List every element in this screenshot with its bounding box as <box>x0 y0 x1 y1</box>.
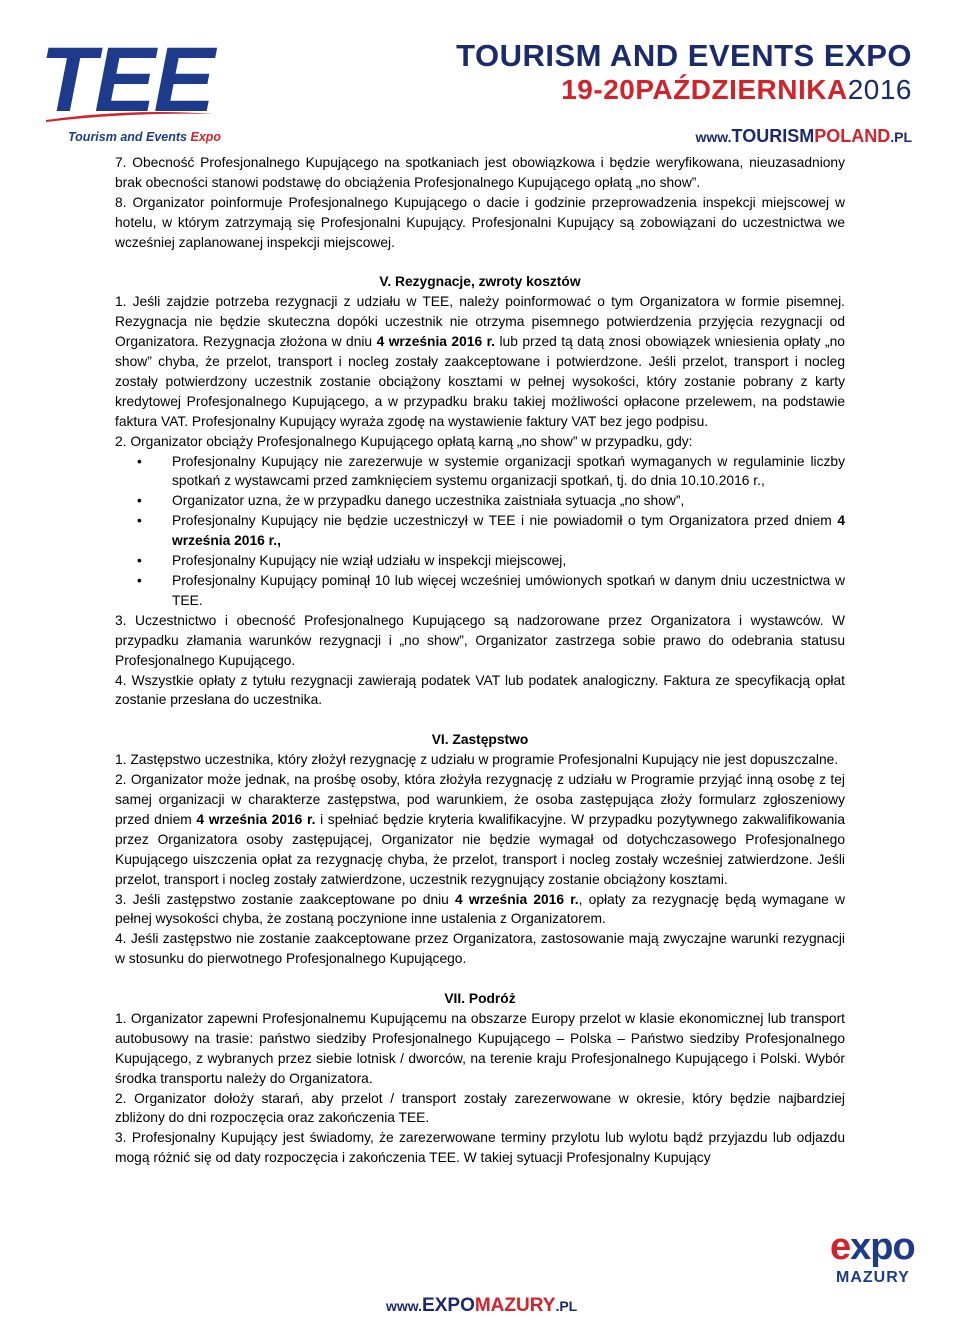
section-heading-vi: VI. Zastępstwo <box>431 732 529 748</box>
list-item: • Organizator uzna, że w przypadku danego uczestnika zaistniała sytuacja „no show”, <box>172 491 845 511</box>
section-vii-paragraph-2: 2. Organizator dołoży starań, aby przelot / transport zostały zarezerwowane w okresie, który będzie najbardziej zbliżony do dni rozpoczęcia oraz zakończenia TEE. <box>115 1090 845 1126</box>
section-heading-vii: VII. Podróż <box>444 991 516 1007</box>
tee-logo-text: TEE <box>40 29 213 131</box>
expo-mazury-logo: expo MAZURY <box>830 1226 915 1286</box>
section-vi-paragraph-4: 4. Jeśli zastępstwo nie zostanie zaakceptowane przez Organizatora, zastosowanie mają zwyczajne warunki rezygnacji w stosunku do pierwotnego Profesjonalnego Kupującego. <box>115 931 845 967</box>
event-dates: 19-20PAŹDZIERNIKA2016 <box>561 74 912 105</box>
paragraph-7: 7. Obecność Profesjonalnego Kupującego na spotkaniach jest obowiązkowa i będzie weryfikowana, nieuzasadniony brak obecności stanowi podstawę do obciążenia Profesjonalnego Kupującego opłatą „no show”. <box>115 155 845 190</box>
event-website: www.TOURISMPOLAND.PL <box>695 126 912 146</box>
list-item: • Profesjonalny Kupujący nie zarezerwuje w systemie organizacji spotkań wymaganych w regulaminie liczby spotkań z wystawcami przed zamknięciem systemu organizacji spotkań, tj. do dnia 10.10.2016 r., <box>172 452 845 492</box>
page-header <box>0 0 960 152</box>
section-heading-v: V. Rezygnacje, zwroty kosztów <box>379 274 581 290</box>
section-vii-paragraph-3: 3. Profesjonalny Kupujący jest świadomy, że zarezerwowane terminy przylotu lub wylotu bądź przyjazdu lub odjazdu mogą różnić się od daty rozpoczęcia i zakończenia TEE. W takiej sytuacji Profesjonalny Kupujący <box>115 1130 845 1166</box>
no-show-conditions-list <box>115 452 845 611</box>
section-vi-paragraph-3: 3. Jeśli zastępstwo zostanie zaakceptowane po dniu 4 września 2016 r., opłaty za rezygnację będą wymagane w pełnej wysokości chyba, że zostaną poczynione inne ustalenia z Organizatorem. <box>115 891 845 927</box>
footer-website: www.EXPOMAZURY.PL <box>386 1295 578 1316</box>
list-item: • Profesjonalny Kupujący nie wziął udziału w inspekcji miejscowej, <box>172 551 845 571</box>
section-v-paragraph-2: 2. Organizator obciąży Profesjonalnego Kupującego opłatą karną „no show” w przypadku, gdy: <box>115 433 693 449</box>
section-v-paragraph-4: 4. Wszystkie opłaty z tytułu rezygnacji zawierają podatek VAT lub podatek analogiczny. Faktura ze specyfikacją opłat zostanie przesłana do uczestnika. <box>115 672 845 708</box>
section-vi-paragraph-2: 2. Organizator może jednak, na prośbę osoby, która złożyła rezygnację z udziału w Programie przyjąć inną osobę z tej samej organizacji w charakterze zastępstwa, pod warunkiem, że osoba zastępująca złoży formularz zgłoszeniowy przed dniem 4 września 2016 r. i spełniać będzie kryteria kwalifikacyjne. W przypadku pozytywnego zakwalifikowania przez Organizatora osoby zastępującej, Organizator nie będzie wymagał od dotychczasowego Profesjonalnego Kupującego uiszczenia opłat za rezygnację chyba, że przelot, transport i nocleg zostały wcześniej zatwierdzone. Jeśli przelot, transport i nocleg zostały zatwierdzone, uczestnik rezygnujący zostanie obciążony kosztami. <box>115 772 845 887</box>
paragraph-8: 8. Organizator poinformuje Profesjonalnego Kupującego o dacie i godzinie przeprowadzenia inspekcji miejscowej w hotelu, w którym zatrzymają się Profesjonalni Kupujący. Profesjonalni Kupujący są zobowiązani do uczestnictwa we wcześniej zaplanowanej inspekcji miejscowej. <box>115 194 845 250</box>
tee-logo <box>40 29 240 146</box>
section-vi-paragraph-1: 1. Zastępstwo uczestnika, który złożył rezygnację z udziału w programie Profesjonalni Kupujący nie jest dopuszczalne. <box>115 752 839 768</box>
document-body <box>115 153 845 1168</box>
section-vii-paragraph-1: 1. Organizator zapewni Profesjonalnemu Kupującemu na obszarze Europy przelot w klasie ekonomicznej lub transport autobusowy na trasie: państwo siedziby Profesjonalnego Kupującego – Polska – Państwo siedziby Profesjonalnego Kupującego, z wybranych przez siebie lotnisk / dworców, na terenie kraju Profesjonalnego Kupującego i Polski. Wybór środka transportu należy do Organizatora. <box>115 1010 845 1086</box>
section-v-paragraph-1: 1. Jeśli zajdzie potrzeba rezygnacji z udziału w TEE, należy poinformować o tym Organizatora w formie pisemnej. Rezygnacja nie będzie skuteczna dopóki uczestnik nie otrzyma pisemnego potwierdzenia przyjęcia rezygnacji od Organizatora. Rezygnacja złożona w dniu 4 września 2016 r. lub przed tą datą znosi obowiązek wniesienia opłaty „no show” chyba, że przelot, transport i nocleg zostały zaakceptowane i potwierdzone. Jeśli przelot, transport i nocleg zostały potwierdzony uczestnik zostanie obciążony kosztami w pełnej wysokości, który zostanie pobrany z karty kredytowej Profesjonalnego Kupującego, a w przypadku braku takiej możliwości opłacone przelewem, na podstawie faktura VAT. Profesjonalny Kupujący wyraża zgodę na wystawienie faktury VAT bez jego podpisu. <box>115 294 845 429</box>
logo-swoosh-icon <box>46 110 214 122</box>
list-item: • Profesjonalny Kupujący nie będzie uczestniczył w TEE i nie powiadomił o tym Organizatora przed dniem 4 września 2016 r., <box>172 511 845 551</box>
section-v-paragraph-3: 3. Uczestnictwo i obecność Profesjonalnego Kupującego są nadzorowane przez Organizatora i wystawców. W przypadku złamania warunków rezygnacji i „no show”, Organizator zastrzega sobie prawo do odebrania statusu Profesjonalnego Kupującego. <box>115 612 845 668</box>
tee-logo-tagline: Tourism and Events Expo <box>68 130 222 144</box>
list-item: • Profesjonalny Kupujący pominął 10 lub więcej wcześniej umówionych spotkań w danym dniu uczestnictwa w TEE. <box>172 571 845 611</box>
event-title: TOURISM AND EVENTS EXPO <box>456 38 912 73</box>
